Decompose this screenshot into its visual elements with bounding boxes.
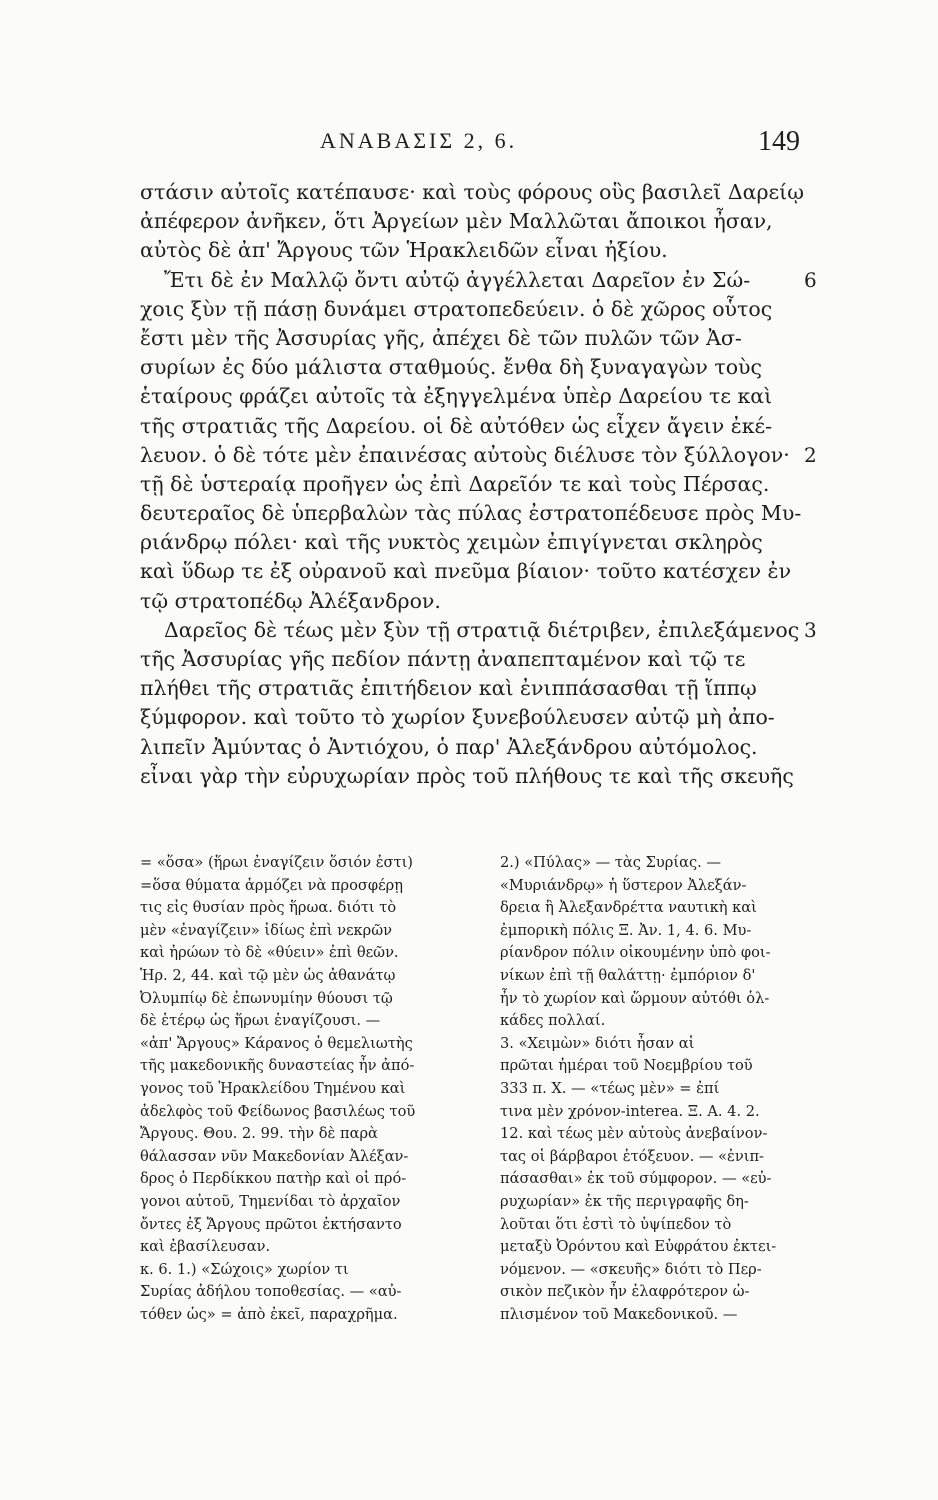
text-line: Δαρεῖος δὲ τέως μὲν ξὺν τῇ στρατιᾷ διέτριβεν, ἐπιλεξάμενος <box>164 617 800 642</box>
note-line: μὲν «ἐναγίζειν» ἰδίως ἐπὶ νεκρῶν <box>140 921 393 939</box>
note-line: σικὸν πεζικὸν ἦν ἐλαφρότερον ὡ- <box>500 1283 750 1301</box>
note-line: τόθεν ὡς» = ἀπὸ ἐκεῖ, παραχρῆμα. <box>140 1305 398 1323</box>
text-line: συρίων ἐς δύο μάλιστα σταθμούς. ἔνθα δὴ ξυναγαγὼν τοὺς <box>140 355 762 380</box>
note-line: ὄντες ἐξ Ἄργους πρῶτοι ἐκτήσαντο <box>140 1215 402 1233</box>
note-line: νόμενον. — «σκευῆς» διότι τὸ Περ- <box>500 1260 762 1278</box>
text-line: ριάνδρῳ πόλει· καὶ τῆς νυκτὸς χειμὼν ἐπιγίγνεται σκληρὸς <box>140 530 763 555</box>
note-line: δὲ ἑτέρῳ ὡς ἥρωι ἐναγίζουσι. — <box>140 1012 381 1030</box>
text-line: αὐτὸς δὲ ἀπ' Ἄργους τῶν Ἡρακλειδῶν εἶναι ἠξίου. <box>140 238 668 263</box>
note-line: τῆς μακεδονικῆς δυναστείας ἦν ἀπό- <box>140 1057 415 1075</box>
text-line: ἑταίρους φράζει αὐτοῖς τὰ ἐξηγγελμένα ὑπὲρ Δαρείου τε καὶ <box>140 384 773 409</box>
text-line: τῆς Ἀσσυρίας γῆς πεδίον πάντῃ ἀναπεπταμένον καὶ τῷ τε <box>140 647 746 671</box>
note-line: γονοι αὐτοῦ, Τημενίδαι τὸ ἀρχαῖον <box>140 1192 401 1210</box>
note-line: Συρίας ἀδήλου τοποθεσίας. — «αὐ- <box>140 1283 402 1301</box>
main-text <box>140 178 817 791</box>
note-line: ἦν τὸ χωρίον καὶ ὥρμουν αὐτόθι ὁλ- <box>500 989 770 1007</box>
note-line: καὶ ἡρώων τὸ δὲ «θύειν» ἐπὶ θεῶν. <box>140 944 399 962</box>
note-line: πρῶται ἡμέραι τοῦ Νοεμβρίου τοῦ <box>500 1057 753 1075</box>
text-line: χοις ξὺν τῇ πάσῃ δυνάμει στρατοπεδεύειν. ὁ δὲ χῶρος οὗτος <box>140 296 773 321</box>
text-line: λευον. ὁ δὲ τότε μὲν ἐπαινέσας αὐτοὺς διέλυσε τὸν ξύλλογον· <box>140 442 790 467</box>
text-line: δευτεραῖος δὲ ὑπερβαλὼν τὰς πύλας ἐστρατοπέδευσε πρὸς Μυ- <box>140 501 802 526</box>
note-line: Ἡρ. 2, 44. καὶ τῷ μὲν ὡς ἀθανάτῳ <box>140 966 396 984</box>
running-title: ΑΝΑΒΑΣΙΣ 2, 6. <box>320 128 518 153</box>
notes-left-column <box>140 852 440 1326</box>
page-number: 149 <box>758 126 800 157</box>
text-line: καὶ ὕδωρ τε ἐξ οὐρανοῦ καὶ πνεῦμα βίαιον· τοῦτο κατέσχεν ἐν <box>140 559 792 584</box>
note-line: μεταξὺ Ὀρόντου καὶ Εὐφράτου ἐκτει- <box>500 1238 777 1256</box>
running-head <box>140 128 800 164</box>
note-line: δρεια ἢ Ἀλεξανδρέττα ναυτικὴ καὶ <box>500 899 757 917</box>
note-line: θάλασσαν νῦν Μακεδονίαν Ἀλέξαν- <box>140 1147 409 1165</box>
text-line: τῇ δὲ ὑστεραίᾳ προῆγεν ὡς ἐπὶ Δαρεῖόν τε καὶ τοὺς Πέρσας. <box>140 471 770 496</box>
note-line: ἐμπορικὴ πόλις Ξ. Ἀν. 1, 4. 6. Μυ- <box>500 921 752 939</box>
note-line: πάσασθαι» ἐκ τοῦ σύμφορον. — «εὐ- <box>500 1170 772 1188</box>
note-line: γονος τοῦ Ἡρακλείδου Τημένου καὶ <box>140 1079 406 1097</box>
note-line: Ἄργους. Θου. 2. 99. τὴν δὲ παρὰ <box>140 1125 378 1143</box>
notes-right-column <box>500 852 792 1326</box>
section-number: 6 <box>804 267 817 292</box>
text-line: ἀπέφερον ἀνῆκεν, ὅτι Ἀργείων μὲν Μαλλῶται ἄποικοι ἦσαν, <box>140 209 773 234</box>
note-line: τις εἰς θυσίαν πρὸς ἥρωα. διότι τὸ <box>140 899 397 917</box>
note-line: καὶ ἐβασίλευσαν. <box>140 1238 271 1256</box>
text-line: πλήθει τῆς στρατιᾶς ἐπιτήδειον καὶ ἐνιππάσασθαι τῇ ἵππῳ <box>140 676 757 701</box>
note-line: 333 π. Χ. — «τέως μὲν» = ἐπί <box>500 1079 720 1097</box>
text-line: λιπεῖν Ἀμύντας ὁ Ἀντιόχου, ὁ παρ' Ἀλεξάνδρου αὐτόμολος. <box>140 734 758 759</box>
text-line: Ἔτι δὲ ἐν Μαλλῷ ὄντι αὐτῷ ἀγγέλλεται Δαρεῖον ἐν Σώ- <box>164 267 751 292</box>
note-line: ρίανδρον πόλιν οἰκουμένην ὑπὸ φοι- <box>500 944 771 962</box>
note-line: δρος ὁ Περδίκκου πατὴρ καὶ οἱ πρό- <box>140 1170 407 1188</box>
note-line: =ὅσα θύματα ἁρμόζει νὰ προσφέρῃ <box>140 876 403 894</box>
note-line: λοῦται ὅτι ἐστὶ τὸ ὑψίπεδον τὸ <box>500 1215 732 1233</box>
text-line: ἔστι μὲν τῆς Ἀσσυρίας γῆς, ἀπέχει δὲ τῶν πυλῶν τῶν Ἀσ- <box>140 325 742 350</box>
note-line: τας οἱ βάρβαροι ἐτόξευον. — «ἐνιπ- <box>500 1147 764 1165</box>
note-line: Ὀλυμπίῳ δὲ ἐπωνυμίην θύουσι τῷ <box>140 989 393 1007</box>
commentary-notes <box>140 852 790 1352</box>
note-line: νίκων ἐπὶ τῇ θαλάττῃ· ἐμπόριον δ' <box>500 966 756 984</box>
text-line: τῷ στρατοπέδῳ Ἀλέξανδρον. <box>140 588 441 613</box>
section-number: 3 <box>804 617 817 642</box>
section-number: 2 <box>804 442 817 467</box>
text-line: εἶναι γὰρ τὴν εὐρυχωρίαν πρὸς τοῦ πλήθους τε καὶ τῆς σκευῆς <box>140 763 794 788</box>
note-line: κ. 6. 1.) «Σώχοις» χωρίον τι <box>140 1260 349 1278</box>
note-line: = «ὅσα» (ἥρωι ἐναγίζειν ὅσιόν ἐστι) <box>140 854 413 871</box>
text-line: τῆς στρατιᾶς τῆς Δαρείου. οἱ δὲ αὐτόθεν ὡς εἶχεν ἄγειν ἐκέ- <box>140 413 773 438</box>
note-line: κάδες πολλαί. <box>500 1012 606 1030</box>
note-line: ρυχωρίαν» ἐκ τῆς περιγραφῆς δη- <box>500 1192 749 1210</box>
note-line: πλισμένον τοῦ Μακεδονικοῦ. — <box>500 1305 738 1323</box>
note-line: ἀδελφὸς τοῦ Φείδωνος βασιλέως τοῦ <box>140 1102 416 1120</box>
note-line: 12. καὶ τέως μὲν αὐτοὺς ἀνεβαίνον- <box>500 1125 768 1143</box>
text-line: ξύμφορον. καὶ τοῦτο τὸ χωρίον ξυνεβούλευσεν αὐτῷ μὴ ἀπο- <box>140 705 775 730</box>
note-line: «Μυριάνδρῳ» ἡ ὕστερον Ἀλεξάν- <box>500 876 747 894</box>
note-line: «ἀπ' Ἄργους» Κάρανος ὁ θεμελιωτὴς <box>140 1034 413 1052</box>
note-line: 2.) «Πύλας» — τὰς Συρίας. — <box>500 854 721 871</box>
note-line: 3. «Χειμὼν» διότι ἦσαν αἱ <box>500 1034 695 1052</box>
text-line: στάσιν αὐτοῖς κατέπαυσε· καὶ τοὺς φόρους οὓς βασιλεῖ Δαρείῳ <box>140 180 804 204</box>
note-line: τινα μὲν χρόνον-interea. Ξ. Α. 4. 2. <box>500 1102 760 1120</box>
